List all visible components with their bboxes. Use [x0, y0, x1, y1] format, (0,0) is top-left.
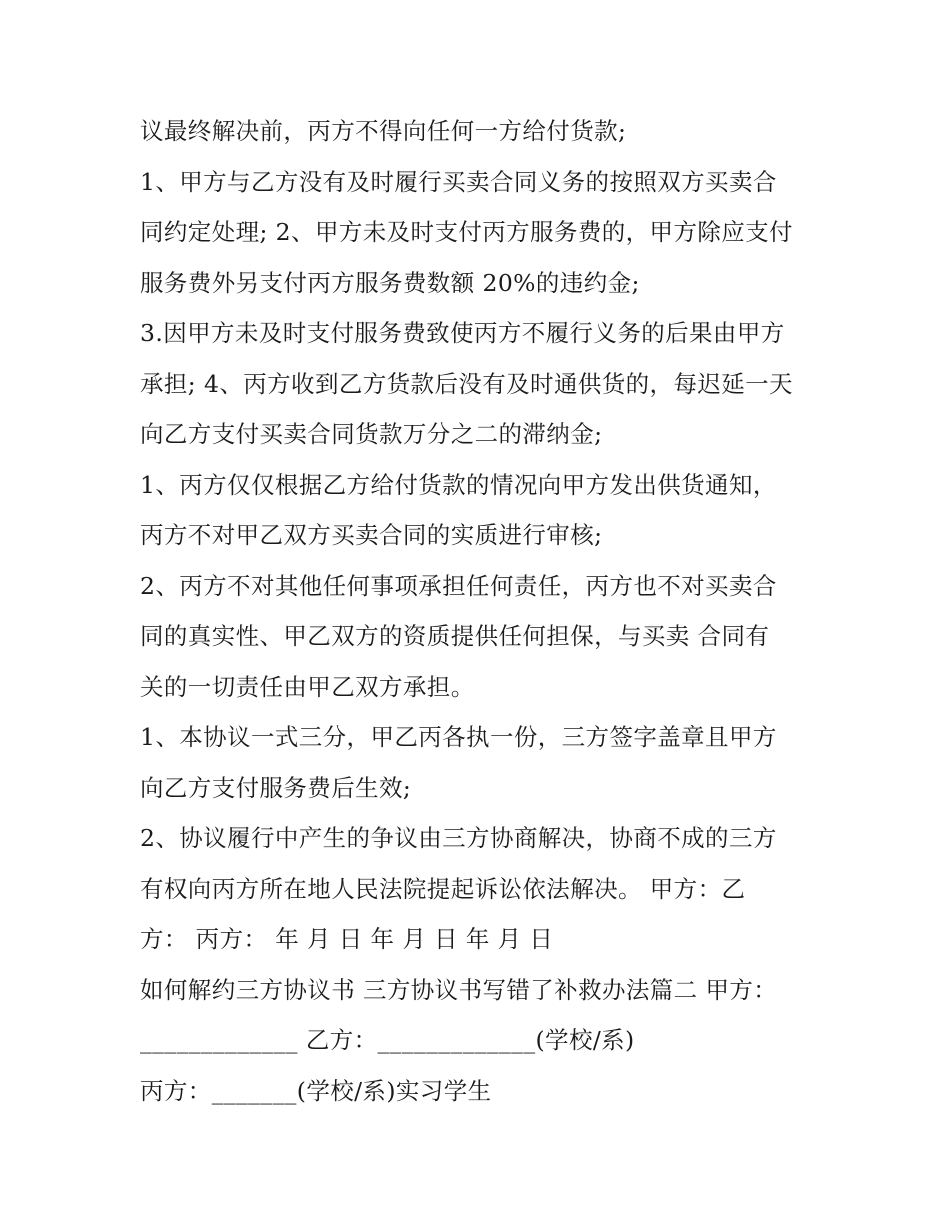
- paragraph-line: 1、本协议一式三分，甲乙丙各执一份，三方签字盖章且甲方: [140, 723, 777, 751]
- signature-date-line: 方： 丙方： 年 月 日 年 月 日 年 月 日: [140, 925, 554, 953]
- paragraph-line: 2、协议履行中产生的争议由三方协商解决，协商不成的三方: [140, 824, 777, 852]
- paragraph-line: 议最终解决前，丙方不得向任何一方给付货款;: [140, 117, 627, 145]
- paragraph-line: 服务费外另支付丙方服务费数额 20%的违约金;: [140, 269, 640, 297]
- paragraph-line: 1、甲方与乙方没有及时履行买卖合同义务的按照双方买卖合: [140, 168, 777, 196]
- section-heading-line: 如何解约三方协议书 三方协议书写错了补救办法篇二 甲方：: [140, 976, 778, 1004]
- party-blank-line: 丙方：_______(学校/系)实习学生: [140, 1077, 492, 1105]
- paragraph-line: 承担; 4、丙方收到乙方货款后没有及时通供货的，每迟延一天: [140, 370, 793, 398]
- paragraph-line: 向乙方支付买卖合同货款万分之二的滞纳金;: [140, 420, 603, 448]
- paragraph-line: 同约定处理; 2、甲方未及时支付丙方服务费的，甲方除应支付: [140, 218, 793, 246]
- paragraph-line: 有权向丙方所在地人民法院提起诉讼依法解决。 甲方：乙: [140, 875, 746, 903]
- paragraph-line: 3.因甲方未及时支付服务费致使丙方不履行义务的后果由甲方: [140, 319, 785, 347]
- paragraph-line: 向乙方支付服务费后生效;: [140, 774, 412, 802]
- paragraph-line: 2、丙方不对其他任何事项承担任何责任，丙方也不对买卖合: [140, 572, 777, 600]
- party-blank-line: _____________ 乙方：_____________(学校/系): [140, 1026, 635, 1054]
- paragraph-line: 1、丙方仅仅根据乙方给付货款的情况向甲方发出供货通知，: [140, 471, 777, 499]
- paragraph-line: 丙方不对甲乙双方买卖合同的实质进行审核;: [140, 521, 603, 549]
- paragraph-line: 关的一切责任由甲乙双方承担。: [140, 673, 475, 701]
- paragraph-line: 同的真实性、甲乙双方的资质提供任何担保，与买卖 合同有: [140, 622, 770, 650]
